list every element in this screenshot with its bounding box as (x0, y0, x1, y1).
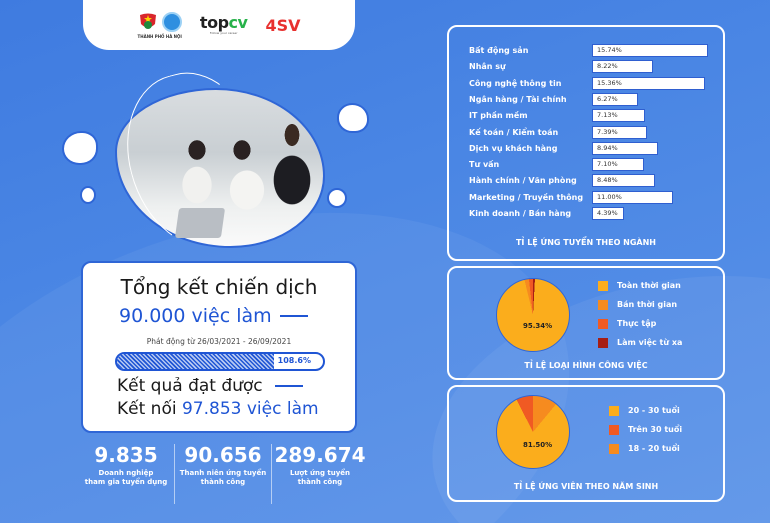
result-title: Kết quả đạt được (117, 376, 263, 396)
bar (592, 174, 655, 187)
bar-row (469, 158, 729, 171)
topcv-logo: topcv Follow your career (199, 13, 248, 35)
bar (592, 142, 658, 155)
bar-label: Công nghệ thông tin (469, 78, 562, 88)
bar-label: Ngân hàng / Tài chính (469, 94, 567, 104)
bar-value: 8.48% (597, 176, 618, 185)
bar (592, 191, 673, 204)
office-team-photo (115, 70, 325, 245)
pie-data-label: 81.50% (523, 441, 553, 449)
legend-item (598, 295, 682, 314)
progress-bar (115, 352, 325, 371)
pie-data-label: 95.34% (523, 322, 553, 330)
legend-item (609, 401, 682, 420)
campaign-summary-card (81, 261, 357, 433)
bar-label: Kinh doanh / Bán hàng (469, 209, 572, 218)
bar-label: Bất động sản (469, 46, 529, 55)
youth-union-logos (138, 12, 182, 39)
hoi-sinh-vien-logo-icon (162, 12, 182, 32)
bar-value: 6.27% (597, 94, 618, 103)
bar-label: Kế toán / Kiểm toán (469, 127, 559, 137)
bar-value: 7.13% (597, 111, 618, 120)
industry-bar-chart-panel (447, 25, 725, 261)
legend-swatch (598, 319, 608, 329)
pie-chart-title: TỈ LỆ ỨNG VIÊN THEO NĂM SINH (513, 482, 659, 491)
bar (592, 109, 645, 122)
legend-label: Thực tập (617, 319, 657, 328)
bar (592, 77, 705, 90)
bar-value: 15.74% (597, 46, 622, 54)
decorative-blob (327, 188, 347, 208)
accent-dash (275, 385, 303, 387)
4sv-logo: 4SV (265, 15, 301, 35)
stat-applications: 289.674 Lượt ứng tuyển thành công (271, 444, 368, 504)
legend-label: 18 - 20 tuổi (628, 444, 680, 453)
logo-header (83, 0, 355, 50)
bar-value: 15.36% (597, 78, 622, 87)
legend-swatch (598, 300, 608, 310)
pie-chart-title: TỈ LỆ LOẠI HÌNH CÔNG VIỆC (524, 361, 648, 370)
bar-label: Tư vấn (469, 160, 500, 170)
bar (592, 93, 638, 106)
accent-dash (280, 315, 308, 317)
connected-jobs: Kết nối 97.853 việc làm (117, 399, 319, 419)
legend-label: Toàn thời gian (617, 281, 681, 290)
connected-jobs-value: 97.853 việc làm (181, 399, 319, 419)
bar-row (469, 93, 729, 106)
age-pie-chart (496, 395, 570, 469)
bar-value: 7.10% (597, 160, 618, 169)
legend-label: Bán thời gian (617, 300, 678, 309)
bar-label: Nhân sự (469, 62, 506, 72)
bar (592, 207, 624, 220)
bar-value: 8.94% (597, 143, 618, 152)
bar-row (469, 60, 729, 73)
bar-chart-title: TỈ LỆ ỨNG TUYỂN THEO NGÀNH (515, 238, 657, 247)
bar-row (469, 207, 729, 220)
bar-label: Hành chính / Văn phòng (469, 176, 577, 186)
legend-swatch (609, 425, 619, 435)
bar-value: 4.39% (597, 209, 618, 217)
progress-label: 108.6% (277, 356, 311, 365)
bar-row (469, 109, 729, 122)
logo-caption: THÀNH PHỐ HÀ NỘI (137, 33, 182, 39)
bar-row (469, 77, 729, 90)
bar-value: 7.39% (597, 127, 618, 136)
stat-businesses: 9.835 Doanh nghiệp tham gia tuyển dụng (84, 443, 168, 487)
job-type-pie-panel (447, 266, 725, 380)
bar (592, 44, 708, 57)
bar (592, 60, 653, 73)
legend-label: 20 - 30 tuổi (628, 406, 680, 415)
bar-row (469, 191, 729, 204)
progress-fill (117, 354, 274, 369)
stats-row (78, 444, 368, 504)
decorative-blob (337, 103, 369, 133)
legend-item (609, 420, 682, 439)
legend-item (598, 333, 682, 352)
campaign-title: Tổng kết chiến dịch (120, 275, 318, 299)
bar-label: IT phần mềm (469, 111, 528, 121)
job-type-legend (598, 276, 682, 352)
bar-label: Dịch vụ khách hàng (469, 143, 558, 153)
legend-swatch (609, 444, 619, 454)
legend-swatch (609, 406, 619, 416)
decorative-blob (62, 131, 98, 165)
legend-swatch (598, 281, 608, 291)
legend-label: Làm việc từ xa (617, 338, 683, 347)
decorative-blob (80, 186, 96, 204)
bar-value: 11.00% (597, 192, 622, 201)
legend-item (609, 439, 682, 458)
job-type-pie-chart (496, 278, 570, 352)
bar (592, 158, 644, 171)
legend-swatch (598, 338, 608, 348)
bar-row (469, 174, 729, 187)
doan-thanh-nien-logo-icon (138, 12, 158, 32)
legend-label: Trên 30 tuổi (628, 425, 683, 434)
bar-label: Marketing / Truyền thông (469, 192, 584, 202)
age-legend (609, 401, 682, 458)
bar-value: 8.22% (597, 62, 618, 71)
bar-row (469, 44, 729, 57)
legend-item (598, 276, 682, 295)
campaign-goal: 90.000 việc làm (119, 305, 272, 327)
campaign-date-range: Phát động từ 26/03/2021 - 26/09/2021 (146, 337, 292, 346)
bar-row (469, 126, 729, 139)
legend-item (598, 314, 682, 333)
stat-successful-youth: 90.656 Thanh niên ứng tuyển thành công (174, 444, 271, 504)
bar-row (469, 142, 729, 155)
age-pie-panel (447, 385, 725, 502)
bar (592, 126, 647, 139)
